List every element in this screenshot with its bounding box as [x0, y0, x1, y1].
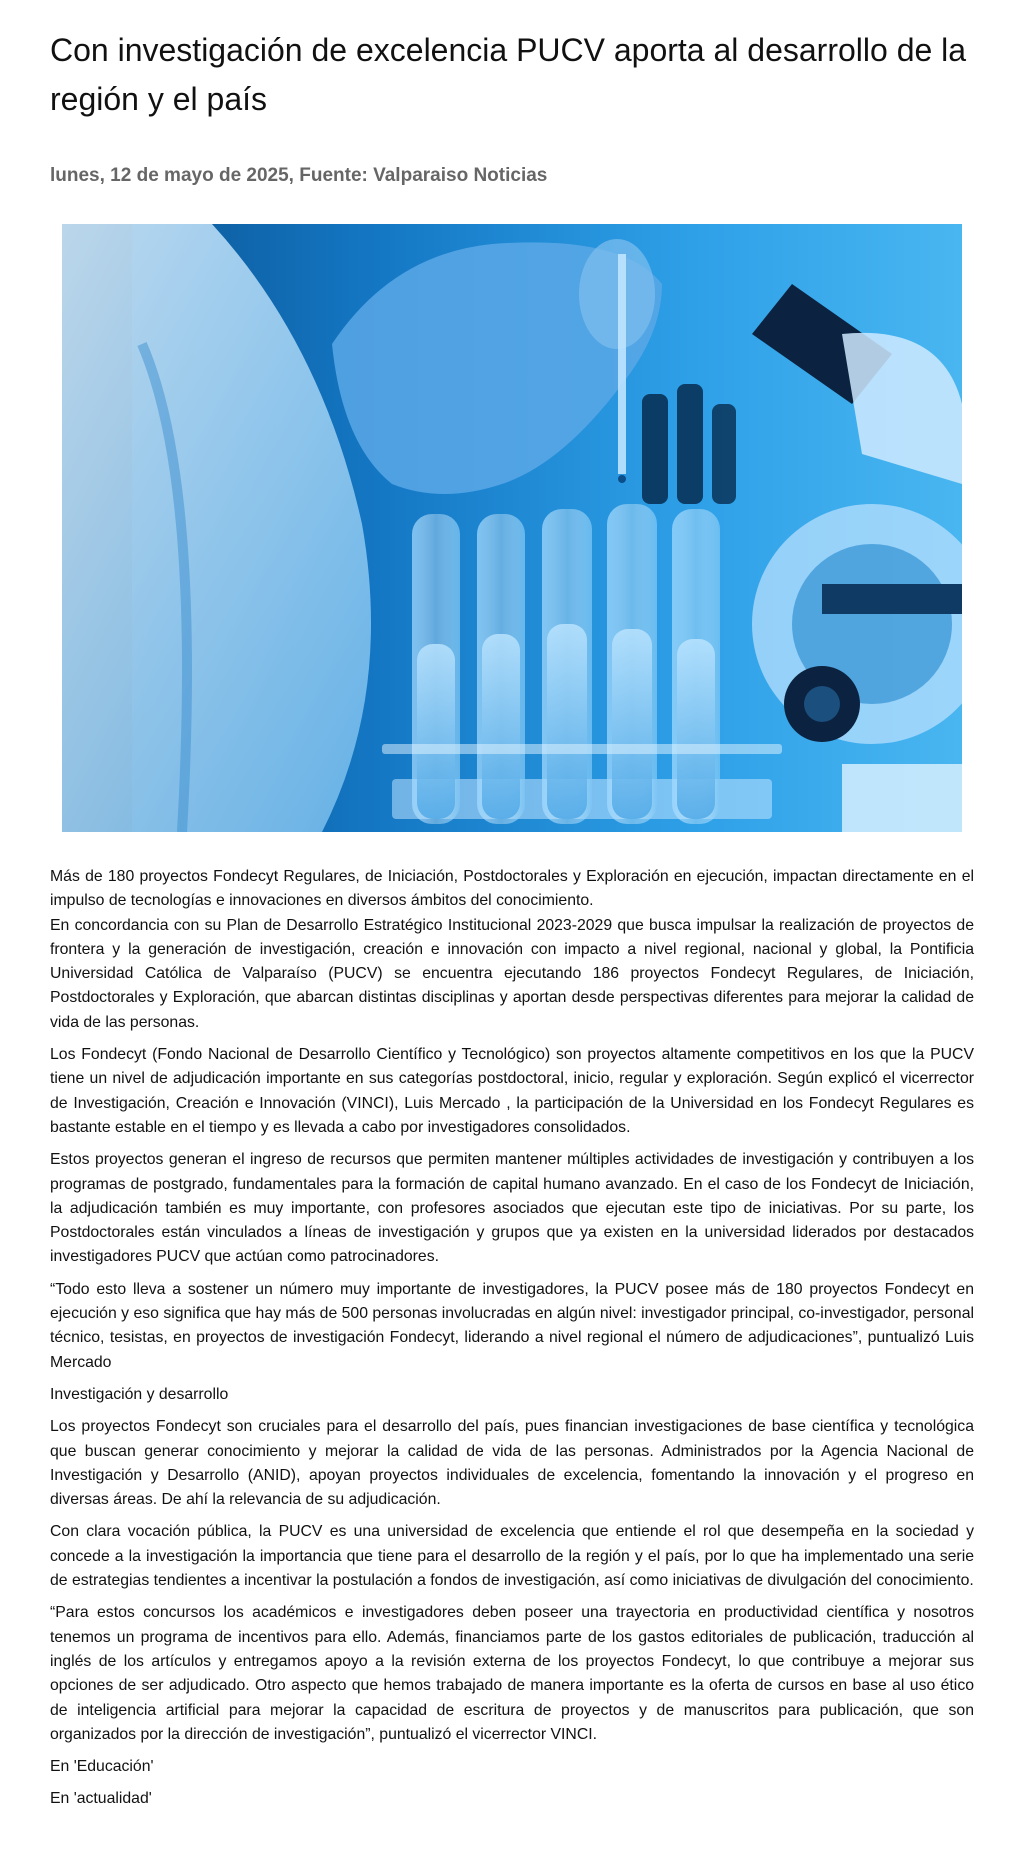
article-paragraph: Con clara vocación pública, la PUCV es una universidad de excelencia que entiende el rol que desempeña en la sociedad y concede a la investigación la importancia que tiene para el desarrollo de la región y el país, por lo que ha implementado una serie de estrategias tendientes a incentivar la postulación a fondos de investigación, así como iniciativas de divulgación del conocimiento. — [50, 1523, 974, 1590]
category-link-actualidad[interactable]: En 'actualidad' — [50, 1790, 152, 1808]
article-lead: Más de 180 proyectos Fondecyt Regulares, de Iniciación, Postdoctorales y Exploración en ejecución, impactan directamente en el impulso de tecnologías e innovaciones en diversos ámbitos del conocimiento. — [50, 868, 974, 910]
article-paragraph: Los Fondecyt (Fondo Nacional de Desarrollo Científico y Tecnológico) son proyectos altamente competitivos en los que la PUCV tiene un nivel de adjudicación importante en sus categorías postdoctoral, inicio, regular y exploración. Según explicó el vicerrector de Investigación, Creación e Innovación (VINCI), Luis Mercado , la participación de la Universidad en los Fondecyt Regulares es bastante estable en el tiempo y es llevada a cabo por investigadores consolidados. — [50, 1046, 974, 1136]
article-quote: “Para estos concursos los académicos e investigadores deben poseer una trayectoria en productividad científica y nosotros tenemos un programa de incentivos para ello. Además, financiamos parte de los gastos editoriales de publicación, traducción al inglés de los artículos y entregamos apoyo a la revisión externa de los proyectos Fondecyt, lo que contribuye a mejorar sus opciones de ser adjudicado. Otro aspecto que hemos trabajado de manera importante es la oferta de cursos en base al uso ético de inteligencia artificial para mejorar la capacidad de escritura de proyectos y de manuscritos para publicación, que son organizados por la dirección de investigación”, puntualizó el vicerrector VINCI. — [50, 1604, 974, 1743]
article-subheading: Investigación y desarrollo — [50, 1385, 229, 1403]
lab-photo-illustration — [62, 224, 962, 832]
article-paragraph: Los proyectos Fondecyt son cruciales para el desarrollo del país, pues financian investigaciones de base científica y tecnológica que buscan generar conocimiento y mejorar la calidad de vida de las personas. Administrados por la Agencia Nacional de Investigación y Desarrollo (ANID), apoyan proyectos individuales de excelencia, fomentando la innovación y el progreso en diversas áreas. De ahí la relevancia de su adjudicación. — [50, 1418, 974, 1509]
article-quote: “Todo esto lleva a sostener un número muy importante de investigadores, la PUCV posee más de 180 proyectos Fondecyt en ejecución y eso significa que hay más de 500 personas involucradas en algún nivel: investigador principal, co-investigador, personal técnico, tesistas, en proyectos de investigación Fondecyt, liderando a nivel regional el número de adjudicaciones”, puntualizó Luis Mercado — [50, 1280, 974, 1371]
category-link-educacion[interactable]: En 'Educación' — [50, 1758, 154, 1776]
article-paragraph: Estos proyectos generan el ingreso de recursos que permiten mantener múltiples actividades de investigación y contribuyen a los programas de postgrado, fundamentales para la formación de capital humano avanzado. En el caso de los Fondecyt de Iniciación, la adjudicación también es muy importante, con profesores asociados que ejecutan este tipo de iniciativas. Por su parte, los Postdoctorales están vinculados a líneas de investigación y grupos que ya existen en la universidad liderados por destacados investigadores PUCV que actúan como patrocinadores. — [50, 1151, 974, 1266]
article-paragraph: En concordancia con su Plan de Desarrollo Estratégico Institucional 2023-2029 que busca impulsar la realización de proyectos de frontera y la generación de investigación, creación e innovación con impacto a nivel regional, nacional y global, la Pontificia Universidad Católica de Valparaíso (PUCV) se encuentra ejecutando 186 proyectos Fondecyt Regulares, de Iniciación, Postdoctorales y Exploración, que abarcan distintas disciplinas y aportan desde perspectivas diferentes para mejorar la calidad de vida de las personas. — [50, 916, 974, 1031]
article-date-source: lunes, 12 de mayo de 2025, Fuente: Valparaiso Noticias — [50, 165, 548, 186]
article-image — [62, 224, 962, 832]
article-body — [50, 865, 974, 1812]
article-title: Con investigación de excelencia PUCV aporta al desarrollo de la región y el país — [50, 32, 967, 117]
